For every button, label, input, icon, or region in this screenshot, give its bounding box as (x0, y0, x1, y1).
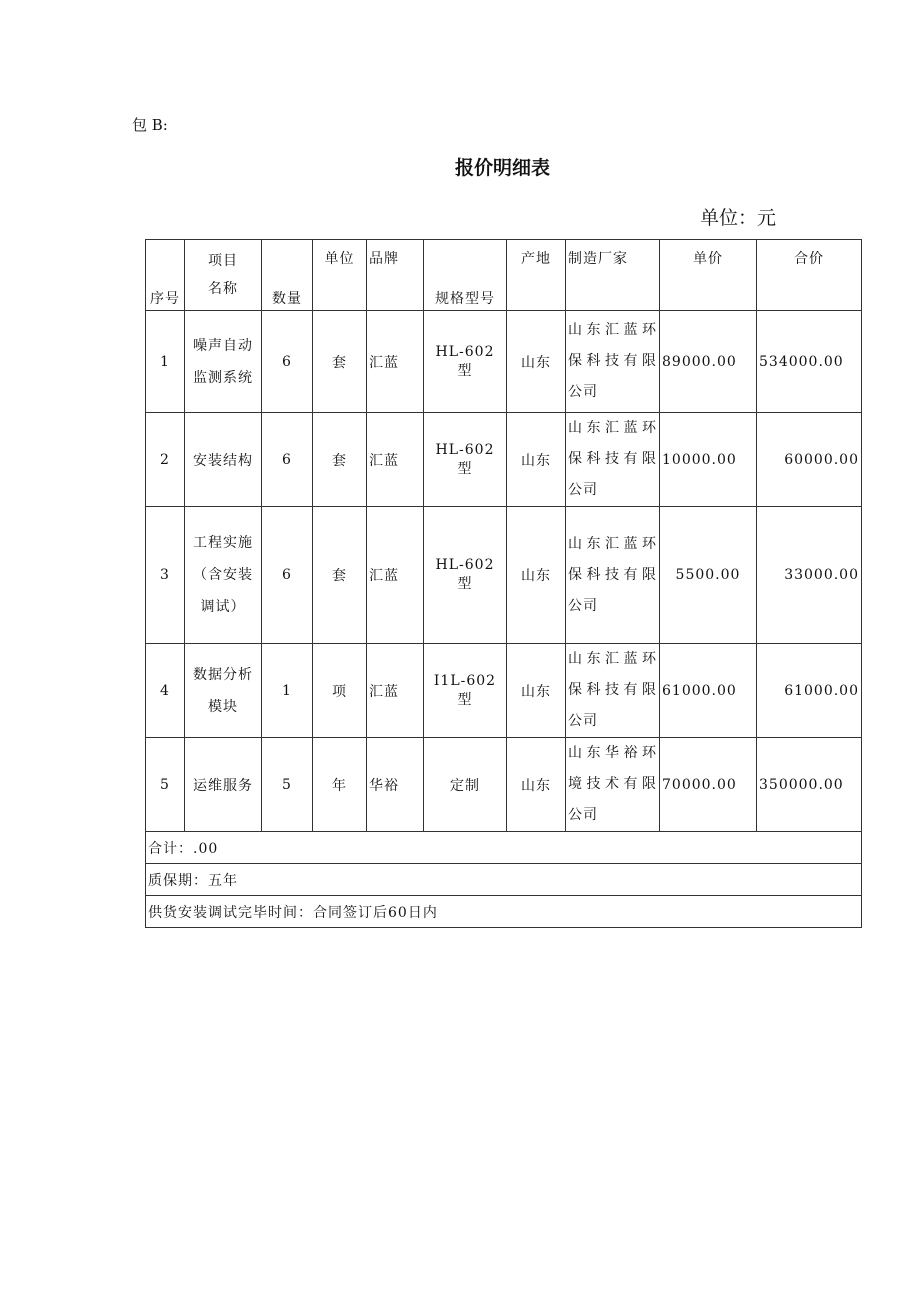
cell-unit-price: 10000.00 (660, 413, 757, 507)
cell-unit: 套 (313, 413, 367, 507)
cell-item-name (185, 311, 262, 413)
cell-seq: 1 (146, 311, 185, 413)
cell-item-name-line: 数据分析 (193, 666, 253, 683)
cell-qty: 6 (262, 311, 313, 413)
cell-manufacturer-line: 山东汇蓝环 (568, 535, 657, 552)
cell-total-price: 33000.00 (757, 507, 862, 644)
cell-model: I1L-602 型 (424, 644, 507, 738)
cell-brand: 华裕 (367, 738, 424, 832)
cell-total-price: 60000.00 (757, 413, 862, 507)
cell-brand: 汇蓝 (367, 311, 424, 413)
page-title: 报价明细表 (454, 157, 550, 179)
cell-seq: 3 (146, 507, 185, 644)
cell-item-name: 运维服务 (185, 738, 262, 832)
header-item-name-line1: 项目 (208, 253, 238, 269)
package-label: 包 B: (132, 116, 168, 134)
cell-model: HL-602 型 (424, 311, 507, 413)
cell-item-name-line: 工程实施 (193, 535, 253, 551)
quote-table (145, 239, 862, 928)
cell-total-price: 534000.00 (757, 311, 862, 413)
header-unit-price: 单价 (660, 240, 757, 311)
cell-item-name-line: 调试） (200, 599, 246, 615)
cell-unit-price: 70000.00 (660, 738, 757, 832)
cell-manufacturer-line: 公司 (568, 597, 598, 614)
cell-item-name-line: （含安装 (193, 567, 253, 583)
table-row (146, 738, 862, 832)
table-row (146, 644, 862, 738)
cell-item-name (185, 644, 262, 738)
cell-origin: 山东 (507, 311, 566, 413)
header-total-price: 合价 (757, 240, 862, 311)
header-manufacturer: 制造厂家 (566, 240, 660, 311)
delivery-time: 供货安装调试完毕时间：合同签订后60日内 (146, 896, 862, 928)
cell-manufacturer (566, 644, 660, 738)
cell-manufacturer-line: 公司 (568, 713, 598, 729)
cell-item-name-line: 监测系统 (193, 369, 253, 386)
cell-qty: 6 (262, 507, 313, 644)
cell-manufacturer-line: 保科技有限 (568, 566, 657, 583)
cell-origin: 山东 (507, 507, 566, 644)
cell-qty: 5 (262, 738, 313, 832)
cell-unit-price: 89000.00 (660, 311, 757, 413)
cell-qty: 1 (262, 644, 313, 738)
cell-unit: 项 (313, 644, 367, 738)
warranty-period: 质保期：五年 (146, 864, 862, 896)
cell-origin: 山东 (507, 738, 566, 832)
cell-model: 定制 (424, 738, 507, 832)
header-brand: 品牌 (367, 240, 424, 311)
header-item-name (185, 240, 262, 311)
cell-manufacturer (566, 311, 660, 413)
cell-model: HL-602 型 (424, 413, 507, 507)
header-seq: 序号 (146, 240, 185, 311)
header-qty: 数量 (262, 240, 313, 311)
header-item-name-line2: 名称 (208, 281, 238, 297)
header-unit: 单位 (313, 240, 367, 311)
total-amount: 合计：.00 (146, 832, 862, 864)
cell-qty: 6 (262, 413, 313, 507)
table-row (146, 311, 862, 413)
cell-total-price: 350000.00 (757, 738, 862, 832)
cell-manufacturer-line: 保科技有限 (568, 353, 657, 369)
cell-unit: 套 (313, 507, 367, 644)
cell-item-name-line: 模块 (208, 698, 238, 715)
cell-manufacturer-line: 境技术有限 (568, 776, 657, 792)
cell-item-name: 安装结构 (185, 413, 262, 507)
cell-seq: 4 (146, 644, 185, 738)
cell-unit-price: 61000.00 (660, 644, 757, 738)
cell-manufacturer-line: 山东汇蓝环 (568, 322, 657, 338)
cell-manufacturer (566, 507, 660, 644)
header-origin: 产地 (507, 240, 566, 311)
cell-origin: 山东 (507, 644, 566, 738)
cell-manufacturer (566, 738, 660, 832)
cell-manufacturer (566, 413, 660, 507)
table-header-row (146, 240, 862, 311)
cell-manufacturer-line: 公司 (568, 807, 598, 823)
table-summary-row (146, 896, 862, 928)
cell-manufacturer-line: 公司 (568, 384, 598, 400)
cell-manufacturer-line: 山东汇蓝环 (568, 420, 657, 436)
cell-unit: 套 (313, 311, 367, 413)
cell-item-name (185, 507, 262, 644)
currency-unit-label: 单位：元 (700, 207, 777, 229)
cell-brand: 汇蓝 (367, 507, 424, 644)
cell-origin: 山东 (507, 413, 566, 507)
table-summary-row (146, 832, 862, 864)
cell-manufacturer-line: 保科技有限 (568, 682, 657, 698)
header-model: 规格型号 (424, 240, 507, 311)
cell-model: HL-602 型 (424, 507, 507, 644)
cell-seq: 2 (146, 413, 185, 507)
cell-brand: 汇蓝 (367, 413, 424, 507)
cell-manufacturer-line: 保科技有限 (568, 451, 657, 467)
cell-unit-price: 5500.00 (660, 507, 757, 644)
cell-item-name-line: 噪声自动 (193, 337, 253, 354)
cell-brand: 汇蓝 (367, 644, 424, 738)
cell-manufacturer-line: 公司 (568, 482, 598, 498)
table-row (146, 413, 862, 507)
table-row (146, 507, 862, 644)
cell-total-price: 61000.00 (757, 644, 862, 738)
cell-unit: 年 (313, 738, 367, 832)
cell-manufacturer-line: 山东汇蓝环 (568, 651, 657, 667)
cell-manufacturer-line: 山东华裕环 (568, 745, 657, 761)
cell-seq: 5 (146, 738, 185, 832)
table-summary-row (146, 864, 862, 896)
